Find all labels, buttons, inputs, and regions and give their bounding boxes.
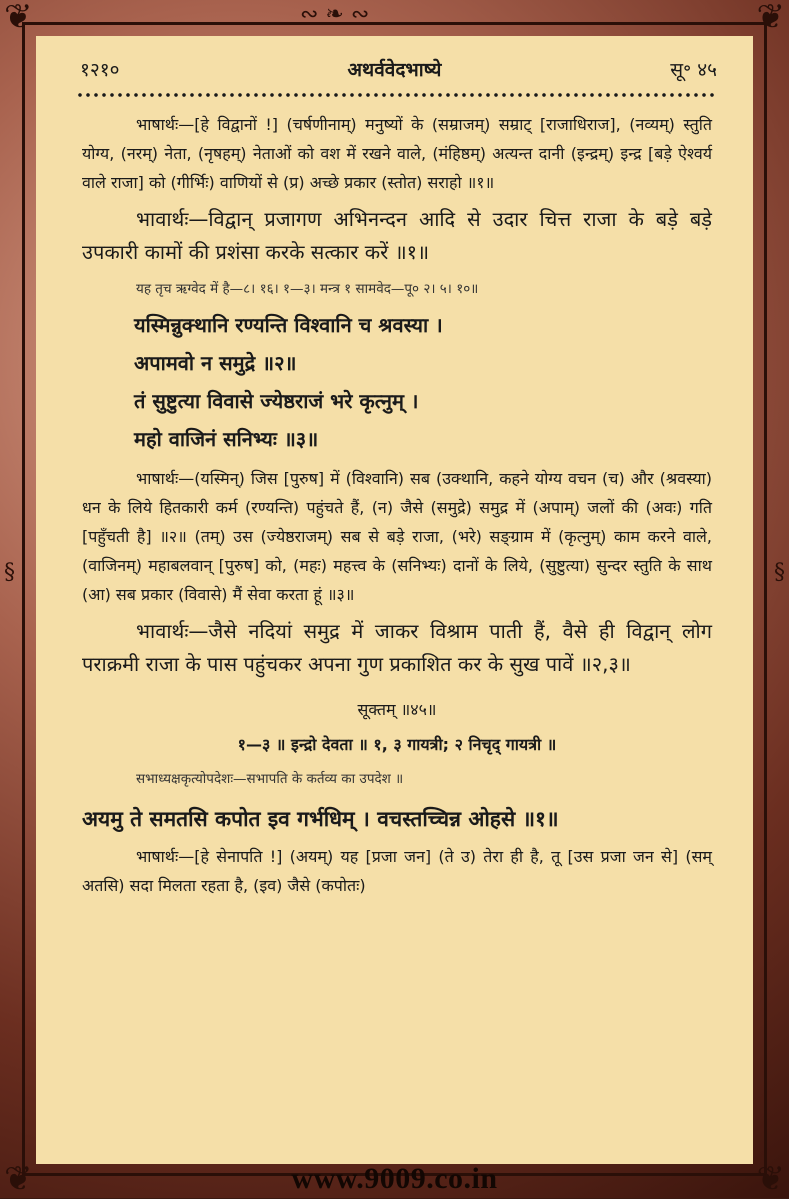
book-title: अथर्ववेदभाष्ये [36, 56, 753, 82]
page-body [82, 110, 712, 906]
scroll-ornament-icon: ∾ ❧ ∾ [300, 2, 369, 27]
verse-line: यस्मिन्नुक्थानि रण्यन्ति विश्वानि च श्रवस्या । [134, 312, 712, 338]
dotted-divider [76, 92, 717, 98]
verse-line: अपामवो न समुद्रे ॥२॥ [134, 350, 712, 376]
verse-line: तं सुष्टुत्या विवासे ज्येष्ठराजं भरे कृत्नुम् । [134, 388, 712, 414]
bhavartha-paragraph: भावार्थः—विद्वान् प्रजागण अभिनन्दन आदि से उदार चित्त राजा के बड़े बड़े उपकारी कामों की प्रशंसा करके सत्कार करें ॥१॥ [82, 203, 712, 269]
corner-ornament-icon: ❦ [757, 1162, 786, 1196]
sukta-heading: सूक्तम् ॥४५॥ [82, 695, 712, 724]
scroll-ornament-icon: § [774, 560, 785, 585]
sukta-reference: सू॰ ४५ [670, 56, 717, 82]
watermark-url: www.9009.co.in [0, 1162, 789, 1196]
corner-ornament-icon: ❦ [757, 0, 786, 34]
page-header [36, 54, 753, 84]
scanned-page [36, 36, 753, 1164]
devata-line: १—३ ॥ इन्द्रो देवता ॥ १, ३ गायत्री; २ निचृद् गायत्री ॥ [82, 730, 712, 759]
upadesha-line: सभाध्यक्षकृत्योपदेशः—सभापति के कर्तव्य का उपदेश ॥ [82, 765, 712, 794]
commentary-paragraph: भाषार्थः—[हे विद्वानों !] (चर्षणीनाम्) मनुष्यों के (सम्राजम्) सम्राट् [राजाधिराज], (नव्यम्) स्तुति योग्य, (नरम्) नेता, (नृषहम्) नेताओं को वश में रखने वाले, (मंहिष्ठम्) अत्यन्त दानी (इन्द्रम्) इन्द्र [बड़े ऐश्वर्य वाले राजा] को (गीर्भिः) वाणियों से (प्र) अच्छे प्रकार (स्तोत) सराहो ॥१॥ [82, 110, 712, 197]
page-number: १२१० [80, 56, 120, 82]
verse-line: महो वाजिनं सनिभ्यः ॥३॥ [134, 426, 712, 452]
mantra-verse [82, 312, 712, 452]
corner-ornament-icon: ❦ [4, 1162, 33, 1196]
mantra-verse: अयमु ते समतसि कपोत इव गर्भधिम् । वचस्तच्चिन्न ओहसे ॥१॥ [82, 804, 712, 834]
scroll-ornament-icon: § [4, 560, 15, 585]
commentary-paragraph: भाषार्थः—(यस्मिन्) जिस [पुरुष] में (विश्वानि) सब (उक्थानि, कहने योग्य वचन (च) और (श्रवस्या) धन के लिये हितकारी कर्म (रण्यन्ति) पहुंचते हैं, (न) जैसे (समुद्रे) समुद्र में (अपाम्) जलों की (अवः) गति [पहुँचती है] ॥२॥ (तम्) उस (ज्येष्ठराजम्) सब से बड़े राजा, (भरे) सङ्ग्राम में (कृत्नुम्) काम करने वाले, (वाजिनम्) महाबलवान् [पुरुष] को, (महः) महत्त्व के (सनिभ्यः) दानों के लिये, (सुष्टुत्या) सुन्दर स्तुति के साथ (आ) सब प्रकार (विवासे) मैं सेवा करता हूं ॥३॥ [82, 464, 712, 609]
reference-note: यह तृच ऋग्वेद में है—८। १६। १—३। मन्त्र १ सामवेद—पू० २। ५। १०॥ [82, 275, 712, 304]
commentary-paragraph: भाषार्थः—[हे सेनापति !] (अयम्) यह [प्रजा जन] (ते उ) तेरा ही है, तू [उस प्रजा जन से] (सम् अतसि) सदा मिलता रहता है, (इव) जैसे (कपोतः) [82, 842, 712, 900]
bhavartha-paragraph: भावार्थः—जैसे नदियां समुद्र में जाकर विश्राम पाती हैं, वैसे ही विद्वान् लोग पराक्रमी राजा के पास पहुंचकर अपना गुण प्रकाशित कर के सुख पावें ॥२,३॥ [82, 615, 712, 681]
corner-ornament-icon: ❦ [4, 0, 33, 34]
